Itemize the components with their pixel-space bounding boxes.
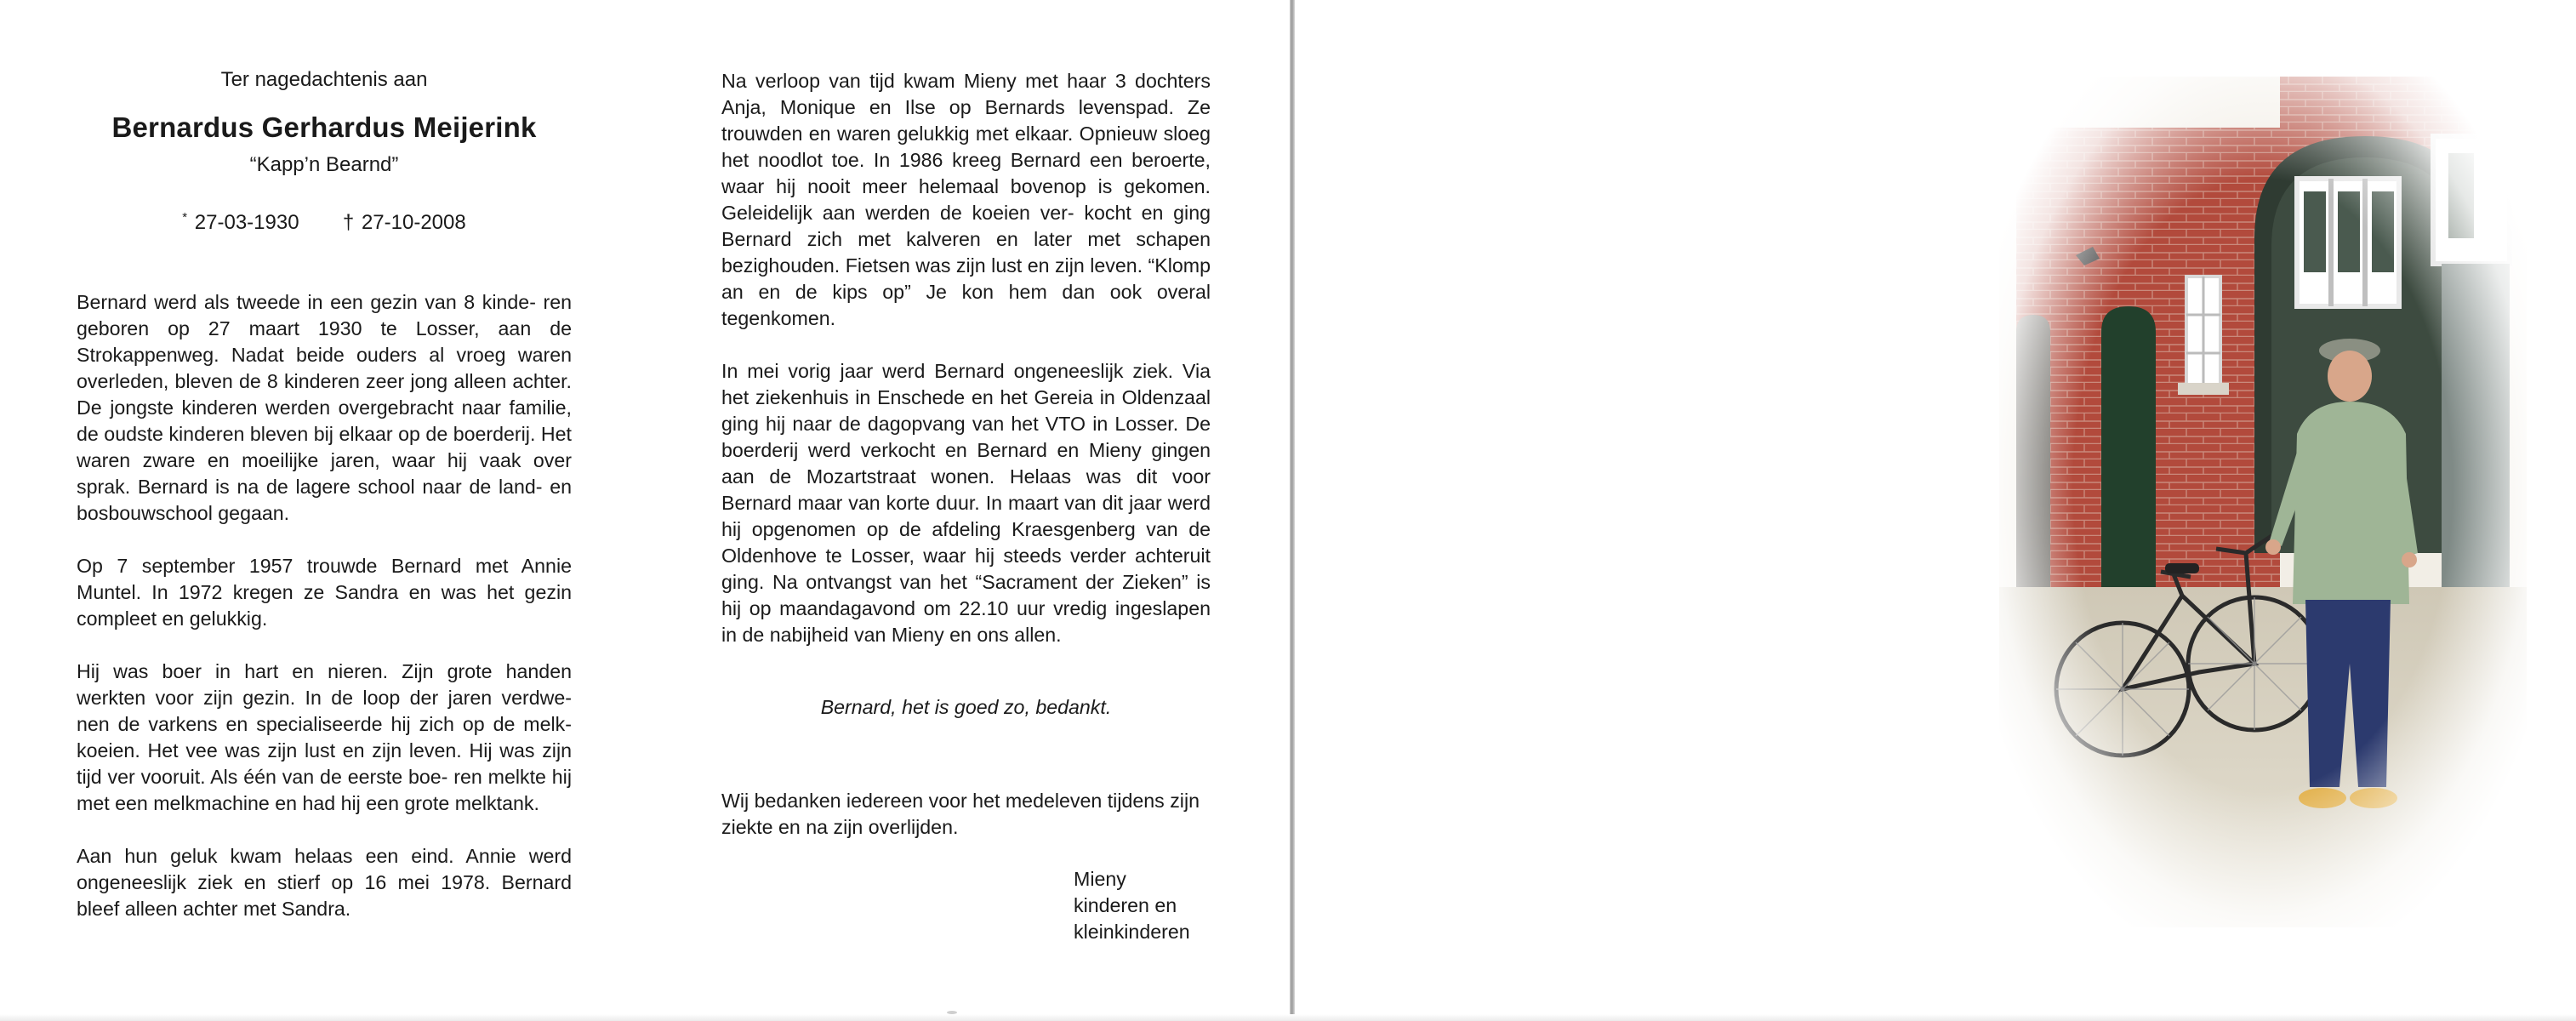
left-column-text xyxy=(77,289,572,922)
paper-speck xyxy=(946,1004,958,1009)
signature-block xyxy=(1074,866,1244,945)
signature-line: Mieny xyxy=(1074,868,1126,890)
signature-line: kinderen en xyxy=(1074,894,1177,916)
paragraph: Na verloop van tijd kwam Mieny met haar 3 dochters Anja, Monique en Ilse op Bernards levenspad. Ze trouwden en waren gelukkig met elkaar. Opnieuw sloeg het noodlot toe. In 1986 kreeg Bernard een beroerte, waar hij nooit meer helemaal bovenop is gekomen. Geleidelijk aan werden de koeien ver- kocht en ging Bernard zich met kalveren en later met schapen bezighouden. Fietsen was zijn lust en zijn leven. “Klomp an en de kips op” Je kon hem dan ook overal tegenkomen. xyxy=(721,70,1211,329)
closing-quote: Bernard, het is goed zo, bedankt. xyxy=(820,696,1112,718)
paragraph: In mei vorig jaar werd Bernard ongeneeslijk ziek. Via het ziekenhuis in Enschede en het Gereia in Oldenzaal ging hij naar de dagopvang van het VTO in Losser. De boerderij werd verkocht en Bernard en Mieny gingen aan de Mozartstraat wonen. Helaas was dit voor Bernard maar van korte duur. In maart van dit jaar werd hij opgenomen op de afdeling Kraesgenberg van de Oldenhove te Losser, waar hij steeds verder achteruit ging. Na ontvangst van het “Sacrament der Zieken” is hij op maandagavond om 22.10 uur vredig ingeslapen in de nabijheid van Mieny en ons allen. xyxy=(721,360,1211,646)
paper-edge-bottom xyxy=(0,1014,2576,1021)
birth-symbol: * xyxy=(182,210,188,225)
death-date: 27-10-2008 xyxy=(361,211,466,234)
signature-line: kleinkinderen xyxy=(1074,921,1190,943)
thanks-paragraph: Wij bedanken iedereen voor het medeleven tijdens zijn ziekte en na zijn overlijden. xyxy=(721,790,1200,838)
life-dates xyxy=(77,204,572,237)
death-symbol: † xyxy=(342,211,355,234)
card-header xyxy=(77,66,572,237)
deceased-name: Bernardus Gerhardus Meijerink xyxy=(111,111,537,143)
birth-date: 27-03-1930 xyxy=(194,211,299,234)
paragraph: Hij was boer in hart en nieren. Zijn grote handen werkten voor zijn gezin. In de loop der jaren verdwe- nen de varkens en specialiseerde hij zich op de melk-koeien. Het vee was zijn lust en zijn leven. Hij was zijn tijd ver vooruit. Als één van de eerste boe- ren melkte hij met een melkmachine en had hij een grote melktank. xyxy=(77,660,572,814)
paragraph: Aan hun geluk kwam helaas een eind. Annie werd ongeneeslijk ziek en stierf op 16 mei 1978. Bernard bleef alleen achter met Sandra. xyxy=(77,845,572,920)
thanks-text xyxy=(721,788,1211,841)
paragraph: Bernard werd als tweede in een gezin van 8 kinde- ren geboren op 27 maart 1930 te Losser, aan de Strokappenweg. Nadat beide ouders al vroeg waren overleden, bleven de 8 kinderen zeer jong alleen achter. De jongste kinderen werden overgebracht naar familie, de oudste kinderen bleven bij elkaar op de boerderij. Het waren zware en moeilijke jaren, waar hij vaak over sprak. Bernard is na de lagere school naar de land- en bosbouwschool gegaan. xyxy=(77,291,572,524)
paragraph: Op 7 september 1957 trouwde Bernard met Annie Muntel. In 1972 kregen ze Sandra en was het gezin compleet en gelukkig. xyxy=(77,555,572,630)
portrait-photo xyxy=(1999,77,2527,927)
memorial-intro: Ter nagedachtenis aan xyxy=(220,68,428,91)
deceased-nickname: “Kapp’n Bearnd” xyxy=(249,153,399,176)
middle-column-text xyxy=(721,68,1211,648)
